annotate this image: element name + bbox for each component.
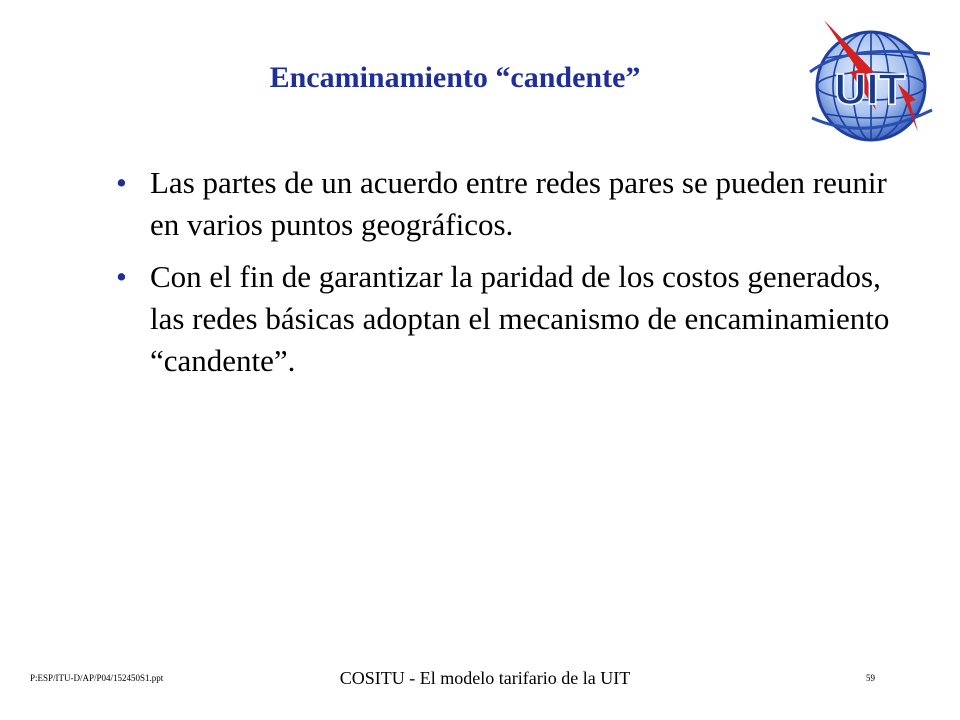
logo-text: UIT: [834, 65, 906, 114]
itu-globe-logo-icon: [806, 14, 936, 156]
slide-title: Encaminamiento “candente”: [269, 61, 641, 94]
bullet-text: Las partes de un acuerdo entre redes pares se pueden reunir en varios puntos geográficos.: [150, 165, 887, 242]
bullet-text: Con el fin de garantizar la paridad de los costos generados, las redes básicas adoptan el mecanismo de encaminamiento “candente”.: [150, 259, 890, 378]
bullet-list: [110, 162, 920, 392]
page-number: 59: [866, 673, 875, 683]
bullet-marker: •: [116, 165, 127, 200]
bullet-item: [110, 256, 920, 382]
bullet-marker: •: [116, 259, 127, 294]
footer-file-path: P:ESP/ITU-D/AP/P04/152450S1.ppt: [30, 673, 164, 683]
bullet-item: [110, 162, 920, 246]
footer-title: COSITU - El modelo tarifario de la UIT: [339, 668, 631, 688]
